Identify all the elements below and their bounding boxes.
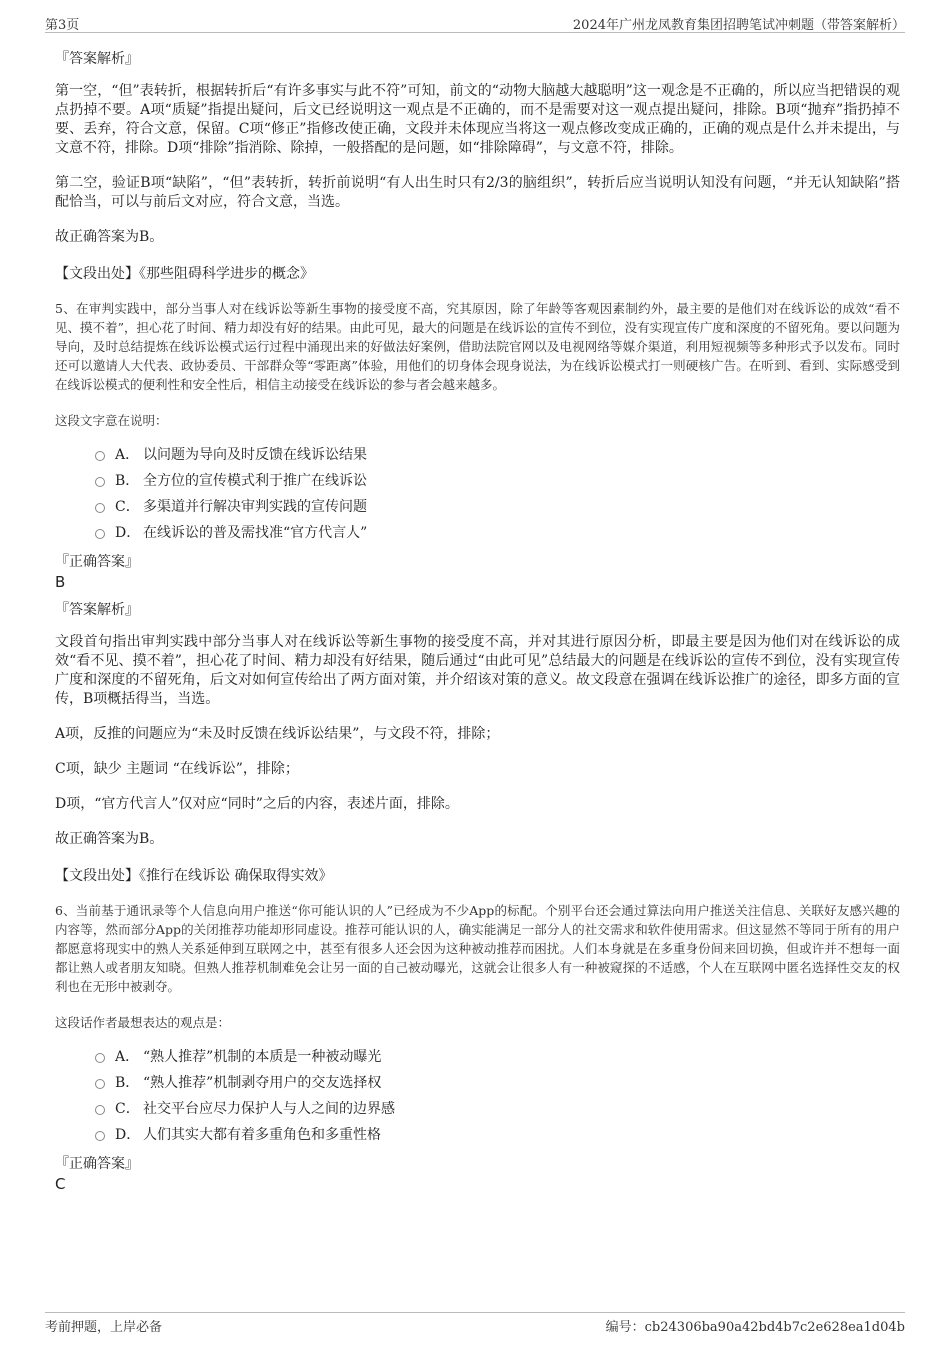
analysis-label: 『答案解析』 xyxy=(55,602,139,618)
analysis-paragraph: D项，“官方代言人”仅对应“同时”之后的内容，表述片面，排除。 xyxy=(55,796,459,812)
radio-button[interactable] xyxy=(95,1131,105,1141)
question-6-options xyxy=(95,1043,900,1147)
source-citation: 【文段出处】《那些阻碍科学进步的概念》 xyxy=(55,266,314,282)
option-letter: C． xyxy=(115,499,140,515)
option-a[interactable] xyxy=(95,1043,900,1069)
correct-answer-value: B xyxy=(55,573,66,591)
radio-button[interactable] xyxy=(95,1053,105,1063)
option-letter: D． xyxy=(115,525,141,541)
option-c[interactable] xyxy=(95,493,900,519)
option-letter: A． xyxy=(115,1049,140,1065)
analysis-paragraph: 第二空，验证B项“缺陷”，“但”表转折，转折前说明“有人出生时只有2/3的脑组织”，转折后应当说明认知没有问题，“并无认知缺陷”搭配恰当，可以与前后文对应，符合文意，当选。 xyxy=(55,175,900,210)
question-5-options xyxy=(95,441,900,545)
analysis-conclusion: 故正确答案为B。 xyxy=(55,229,164,245)
option-b[interactable] xyxy=(95,1069,900,1095)
radio-button[interactable] xyxy=(95,1105,105,1115)
page-footer xyxy=(45,1312,905,1335)
option-letter: C． xyxy=(115,1101,140,1117)
radio-button[interactable] xyxy=(95,477,105,487)
analysis-conclusion: 故正确答案为B。 xyxy=(55,831,164,847)
option-a[interactable] xyxy=(95,441,900,467)
option-text: “熟人推荐”机制的本质是一种被动曝光 xyxy=(143,1049,382,1065)
radio-button[interactable] xyxy=(95,451,105,461)
radio-button[interactable] xyxy=(95,1079,105,1089)
option-b[interactable] xyxy=(95,467,900,493)
document-title: 2024年广州龙凤教育集团招聘笔试冲刺题（带答案解析） xyxy=(572,18,905,33)
option-letter: B． xyxy=(115,473,140,489)
option-d[interactable] xyxy=(95,1121,900,1147)
analysis-paragraph: C项，缺少 主题词 “在线诉讼”，排除； xyxy=(55,761,299,777)
radio-button[interactable] xyxy=(95,503,105,513)
question-6-text: 6、当前基于通讯录等个人信息向用户推送“你可能认识的人”已经成为不少App的标配。个别平台还会通过算法向用户推送关注信息、关联好友感兴趣的内容等，然而部分App的关闭推荐功能却形同虚设。推荐可能认识的人，确实能满足一部分人的社交需求和软件使用需求。但这显然不等同于所有的用户都愿意将现实中的熟人关系延伸到互联网之中，甚至有很多人还会因为这种被动推荐而困扰。人们本身就是在多重身份间来回切换，但或许并不想每一面都让熟人或者朋友知晓。但熟人推荐机制难免会让另一面的自己被动曝光，这就会让很多人有一种被窥探的不适感，个人在互联网中匿名选择性交友的权利也在无形中被剥夺。 xyxy=(55,903,900,994)
analysis-paragraph: 文段首句指出审判实践中部分当事人对在线诉讼等新生事物的接受度不高，并对其进行原因分析，即最主要是因为他们对在线诉讼的成效“看不见、摸不着”，担心花了时间、精力却没有好结果，随后通过“由此可见”总结最大的问题是在线诉讼的宣传不到位，没有实现宣传广度和深度的不留死角，后文对如何宣传给出了两方面对策，并介绍该对策的意义。故文段意在强调在线诉讼推广的途径，即多方面的宣传，B项概括得当，当选。 xyxy=(55,634,900,707)
analysis-paragraph: A项，反推的问题应为“未及时反馈在线诉讼结果”，与文段不符，排除； xyxy=(55,726,500,742)
option-text: 人们其实大都有着多重角色和多重性格 xyxy=(143,1127,381,1143)
option-text: 社交平台应尽力保护人与人之间的边界感 xyxy=(143,1101,395,1117)
option-text: 全方位的宣传模式利于推广在线诉讼 xyxy=(143,473,367,489)
radio-button[interactable] xyxy=(95,529,105,539)
page-content xyxy=(55,40,900,1193)
option-text: 在线诉讼的普及需找准“官方代言人” xyxy=(143,525,368,541)
analysis-paragraph: 第一空，“但”表转折，根据转折后“有许多事实与此不符”可知，前文的“动物大脑越大越聪明”这一观念是不正确的，所以应当把错误的观点扔掉不要。A项“质疑”指提出疑问，后文已经说明这一观点是不正确的，而不是需要对这一观点提出疑问，排除。B项“抛弃”指扔掉不要、丢弃，符合文意，保留。C项“修正”指修改使正确，文段并未体现应当将这一观点修改变成正确的，正确的观点是什么并未提出，与文意不符，排除。D项“排除”指消除、除掉，一般搭配的是问题，如“排除障碍”，与文意不符，排除。 xyxy=(55,83,900,156)
question-5-prompt: 这段文字意在说明： xyxy=(55,413,168,428)
footer-slogan: 考前押题，上岸必备 xyxy=(45,1320,163,1335)
source-citation: 【文段出处】《推行在线诉讼 确保取得实效》 xyxy=(55,868,333,884)
option-letter: B． xyxy=(115,1075,140,1091)
correct-answer-label: 『正确答案』 xyxy=(55,1156,139,1172)
page-number: 第3页 xyxy=(45,18,80,33)
option-letter: D． xyxy=(115,1127,141,1143)
analysis-label: 『答案解析』 xyxy=(55,51,139,67)
question-6-prompt: 这段话作者最想表达的观点是： xyxy=(55,1015,231,1030)
correct-answer-label: 『正确答案』 xyxy=(55,554,139,570)
option-c[interactable] xyxy=(95,1095,900,1121)
question-5-text: 5、在审判实践中，部分当事人对在线诉讼等新生事物的接受度不高，究其原因，除了年龄等客观因素制约外，最主要的是他们对在线诉讼的成效“看不见、摸不着”，担心花了时间、精力却没有好的结果。由此可见，最大的问题是在线诉讼的宣传不到位，没有实现宣传广度和深度的不留死角。要以问题为导向，及时总结提炼在线诉讼模式运行过程中涌现出来的好做法好案例，借助法院官网以及电视网络等媒介渠道，利用短视频等多种形式予以发布。同时还可以邀请人大代表、政协委员、干部群众等“零距离”体验，用他们的切身体会现身说法，为在线诉讼模式打一则硬核广告。在听到、看到、实际感受到在线诉讼模式的便利性和安全性后，相信主动接受在线诉讼的参与者会越来越多。 xyxy=(55,301,900,392)
option-text: “熟人推荐”机制剥夺用户的交友选择权 xyxy=(143,1075,382,1091)
page-header xyxy=(45,10,905,33)
option-d[interactable] xyxy=(95,519,900,545)
document-id: 编号：cb24306ba90a42bd4b7c2e628ea1d04b xyxy=(605,1320,905,1335)
option-text: 多渠道并行解决审判实践的宣传问题 xyxy=(143,499,367,515)
option-letter: A． xyxy=(115,447,140,463)
correct-answer-value: C xyxy=(55,1175,66,1193)
option-text: 以问题为导向及时反馈在线诉讼结果 xyxy=(143,447,367,463)
